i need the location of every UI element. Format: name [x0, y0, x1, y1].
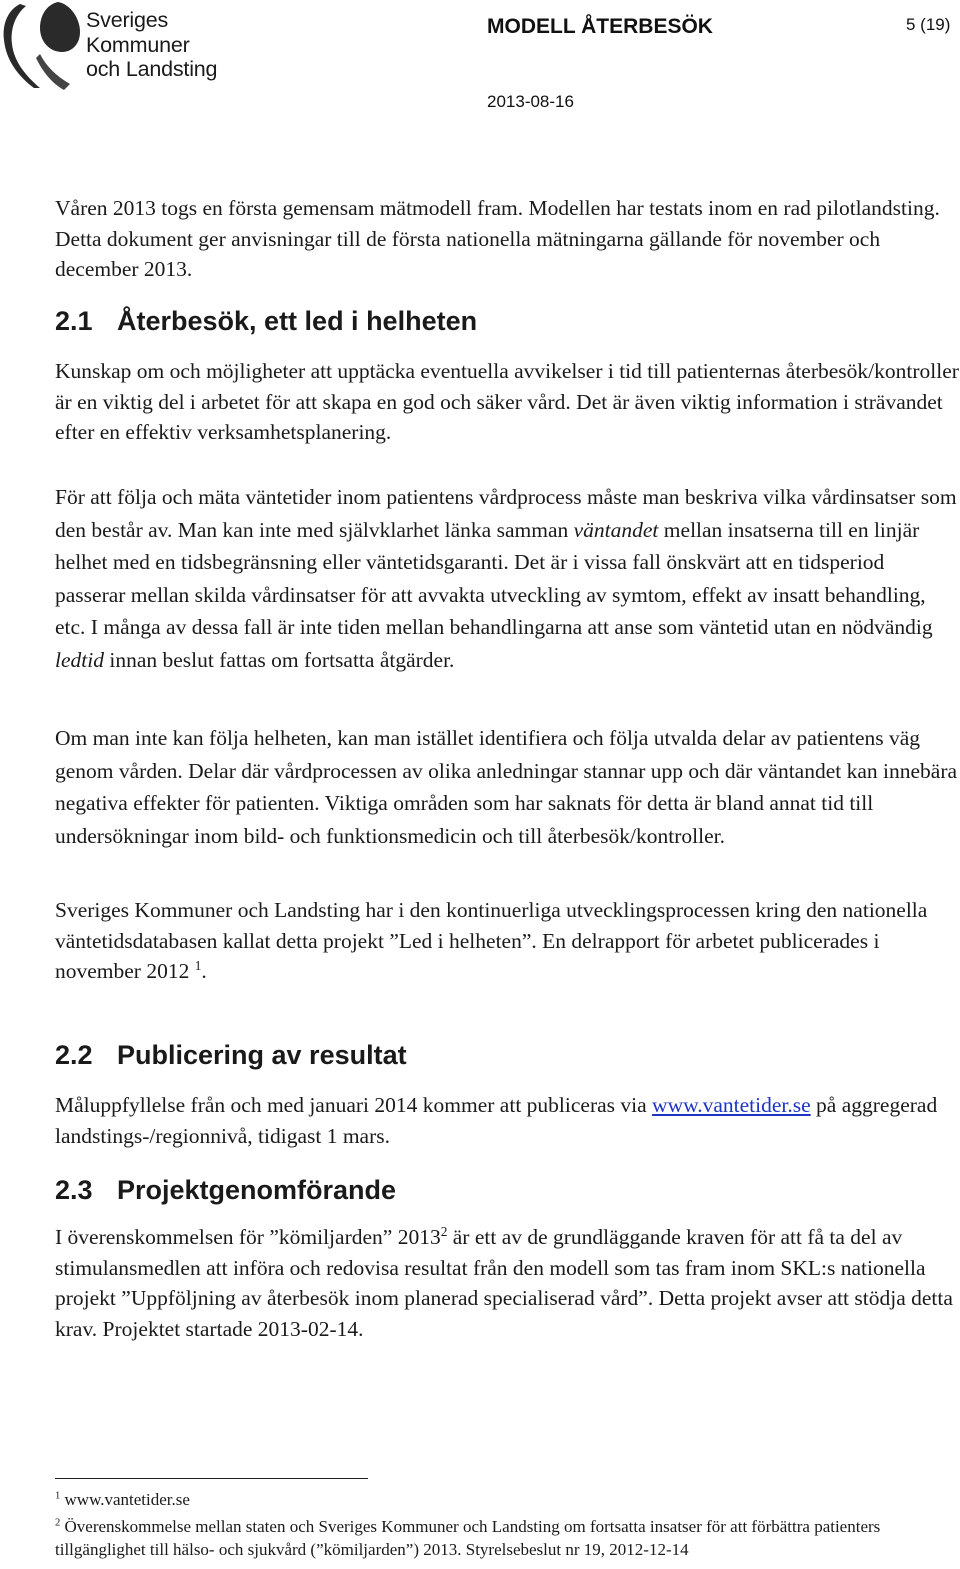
emphasis-text: ledtid — [55, 647, 104, 672]
organization-name — [86, 8, 217, 82]
section-heading-2-1 — [55, 306, 960, 337]
org-line-1: Sveriges — [86, 8, 169, 32]
paragraph: I överenskommelsen för ”kömiljarden” 2013$^2$ är ett av de grundläggande kraven för att få ta del av stimulansmedlen att införa och redovisa resultat från den modell som tas fram inom SKL:s nationella projekt ”Uppföljning av återbesök inom planerad specialiserad vård”. Detta projekt avser att stödja detta krav. Projektet startade 2013-02-14. — [55, 1223, 953, 1341]
paragraph: För att följa och mäta väntetider inom patientens vårdprocess måste man beskriva vilka vårdinsatser som den består av. Man kan inte med självklarhet länka samman väntandet mellan insatserna till en linjär helhet med en tidsbegränsning eller väntetidsgaranti. Det är i vissa fall önskvärt att en tidsperiod passerar mellan skilda vårdinsatser för att avvakta utveckling av symtom, effekt av insatt behandling, etc. I många av dessa fall är inte tiden mellan behandlingarna att anse som väntetid utan en nödvändig ledtid innan beslut fattas om fortsatta åtgärder. — [55, 485, 957, 672]
paragraph: Om man inte kan följa helheten, kan man istället identifiera och följa utvalda delar av patientens väg genom vården. Delar där vårdprocessen av olika anledningar stannar upp och där väntandet kan innebära negativa effekter för patienten. Viktiga områden som har saknats för detta är bland annat tid till undersökningar inom bild- och funktionsmedicin och till återbesök/kontroller. — [55, 726, 958, 848]
skl-logo — [0, 0, 240, 92]
section-heading-2-3 — [55, 1175, 960, 1206]
section-heading-2-2 — [55, 1040, 960, 1071]
vantetider-link[interactable]: www.vantetider.se — [652, 1093, 811, 1117]
footnote: $^2$ Överenskommelse mellan staten och Sveriges Kommuner och Landsting om fortsatta insatser för att förbättra patienters tillgänglighet till hälso- och sjukvård (”kömiljarden”) 2013. Styrelsebeslut nr 19, 2012-12-14 — [55, 1517, 881, 1559]
intro-paragraph: Våren 2013 togs en första gemensam mätmodell fram. Modellen har testats inom en rad pilotlandsting. Detta dokument ger anvisningar till de första nationella mätningarna gällande för november och december 2013. — [55, 196, 940, 281]
document-date: 2013-08-16 — [487, 92, 574, 111]
skl-logo-icon — [0, 0, 84, 92]
footnote-reference[interactable]: 2 — [440, 1223, 448, 1239]
document-title: MODELL ÅTERBESÖK — [487, 15, 713, 38]
page-number: 5 (19) — [906, 15, 951, 34]
section-number: 2.2 — [55, 1040, 93, 1070]
paragraph: Sveriges Kommuner och Landsting har i den kontinuerliga utvecklingsprocessen kring den nationella väntetidsdatabasen kallat detta projekt ”Led i helheten”. En delrapport för arbetet publicerades i november 2012 $^1$. — [55, 898, 928, 983]
section-title: Projektgenomförande — [117, 1175, 397, 1205]
section-number: 2.1 — [55, 306, 93, 336]
paragraph: Kunskap om och möjligheter att upptäcka eventuella avvikelser i tid till patienternas återbesök/kontroller är en viktig del i arbetet för att skapa en god och säker vård. Det är även viktig information i strävandet efter en effektiv verksamhetsplanering. — [55, 359, 959, 444]
footnote-mark: 2 — [55, 1517, 61, 1529]
section-title: Publicering av resultat — [117, 1040, 407, 1070]
org-line-3: och Landsting — [86, 57, 218, 81]
footnote: $^1$ www.vantetider.se — [55, 1490, 190, 1509]
paragraph: Måluppfyllelse från och med januari 2014 kommer att publiceras via www.vantetider.se på aggregerad landstings-/regionnivå, tidigast 1 mars. — [55, 1093, 938, 1148]
footnote-reference[interactable]: 1 — [194, 957, 202, 973]
emphasis-text: väntandet — [573, 517, 659, 542]
org-line-2: Kommuner — [86, 32, 190, 57]
footnote-mark: 1 — [55, 1490, 61, 1502]
section-title: Återbesök, ett led i helheten — [117, 306, 478, 336]
footnote-divider — [55, 1478, 368, 1479]
section-number: 2.3 — [55, 1175, 93, 1205]
